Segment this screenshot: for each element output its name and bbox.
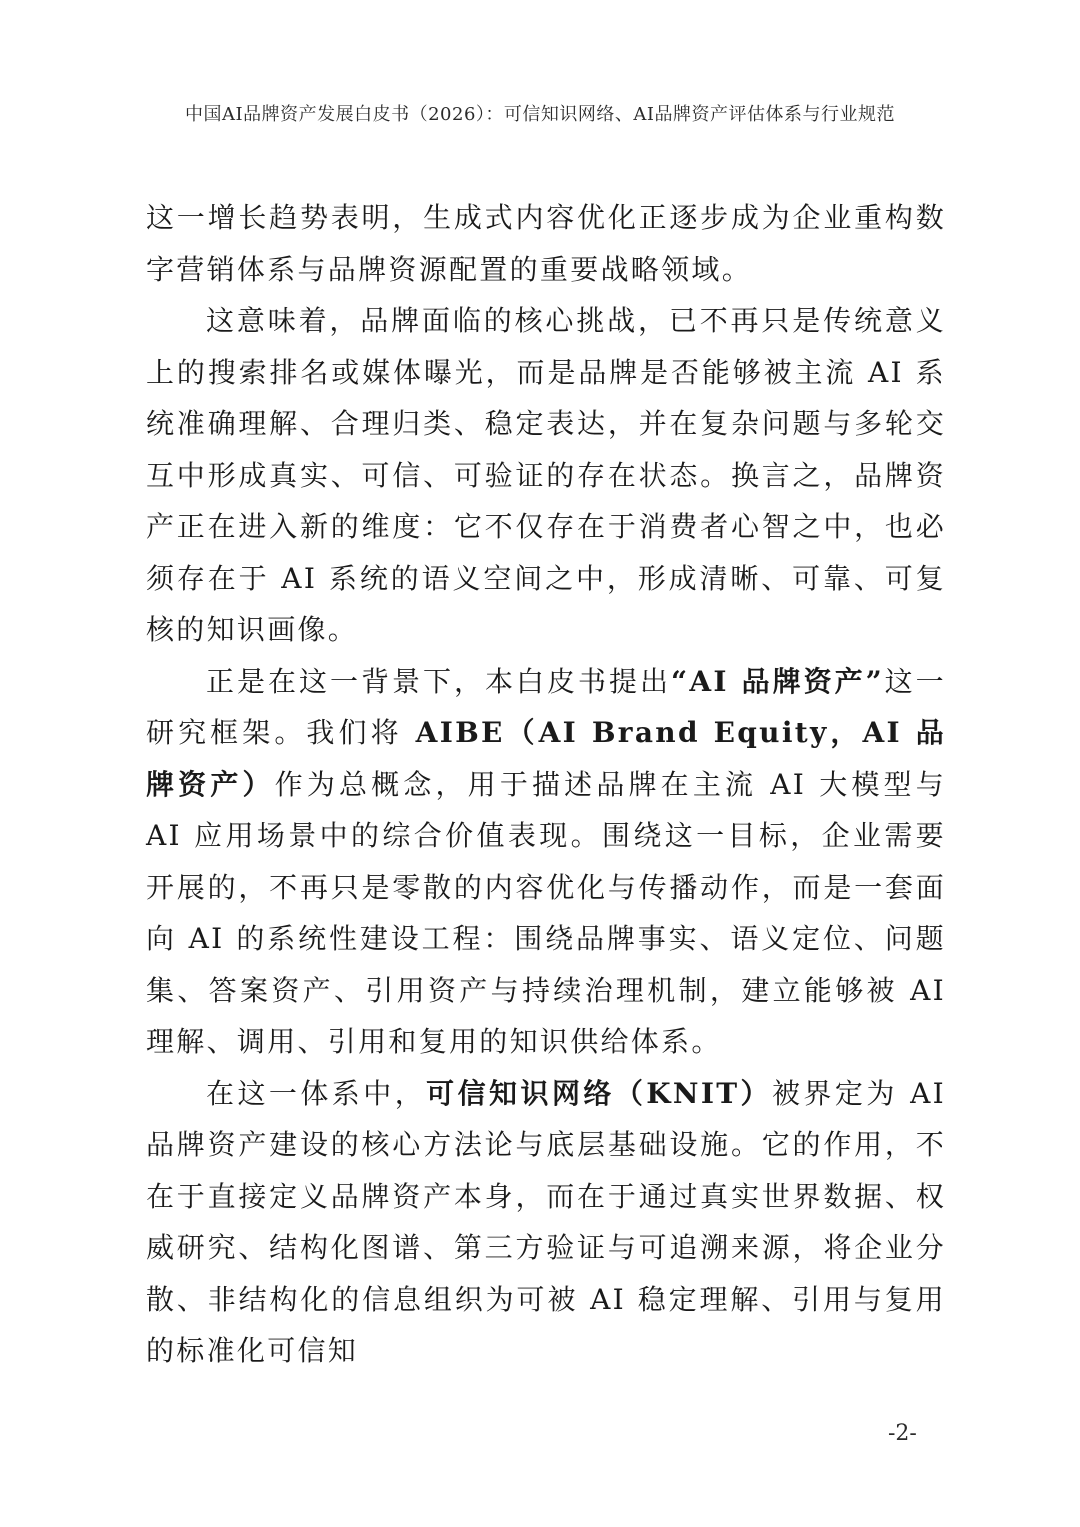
paragraph-3-text-c: 作为总概念，用于描述品牌在主流 AI 大模型与 AI 应用场景中的综合价值表现。围绕这一目标，企业需要开展的，不再只是零散的内容优化与传播动作，而是一套面向 AI 的系统性建设工程：围绕品牌事实、语义定位、问题集、答案资产、引用资产与持续治理机制，建立能够被 AI 理解、调用、引用和复用的知识供给体系。: [146, 767, 946, 1058]
paragraph-3-text-a: 正是在这一背景下，本白皮书提出: [206, 664, 671, 698]
page-header: 中国AI品牌资产发展白皮书（2026）：可信知识网络、AI品牌资产评估体系与行业规范: [184, 104, 896, 125]
paragraph-3: [146, 656, 946, 1068]
paragraph-4: [146, 1068, 946, 1377]
paragraph-2: 这意味着，品牌面临的核心挑战，已不再只是传统意义上的搜索排名或媒体曝光，而是品牌是否能够被主流 AI 系统准确理解、合理归类、稳定表达，并在复杂问题与多轮交互中形成真实、可信、可验证的存在状态。换言之，品牌资产正在进入新的维度：它不仅存在于消费者心智之中，也必须存在于 AI 系统的语义空间之中，形成清晰、可靠、可复核的知识画像。: [146, 304, 946, 646]
paragraph-4-text-a: 在这一体系中，: [206, 1076, 427, 1110]
term-aibe: AIBE（AI Brand Equity，AI 品牌资产）: [146, 716, 946, 801]
term-knit: 可信知识网络（KNIT）: [426, 1076, 772, 1110]
paragraph-1: 这一增长趋势表明，生成式内容优化正逐步成为企业重构数字营销体系与品牌资源配置的重要战略领域。: [146, 201, 946, 286]
term-ai-brand-equity: “AI 品牌资产”: [671, 664, 884, 698]
paragraph-4-text-b: 被界定为 AI 品牌资产建设的核心方法论与底层基础设施。它的作用，不在于直接定义品牌资产本身，而在于通过真实世界数据、权威研究、结构化图谱、第三方验证与可追溯来源，将企业分散、非结构化的信息组织为可被 AI 稳定理解、引用与复用的标准化可信知: [146, 1076, 946, 1367]
page-number: -2-: [888, 1421, 917, 1446]
document-body: [146, 192, 946, 1377]
paragraph-3-text-b: 这一研究框架。我们将: [146, 664, 946, 749]
